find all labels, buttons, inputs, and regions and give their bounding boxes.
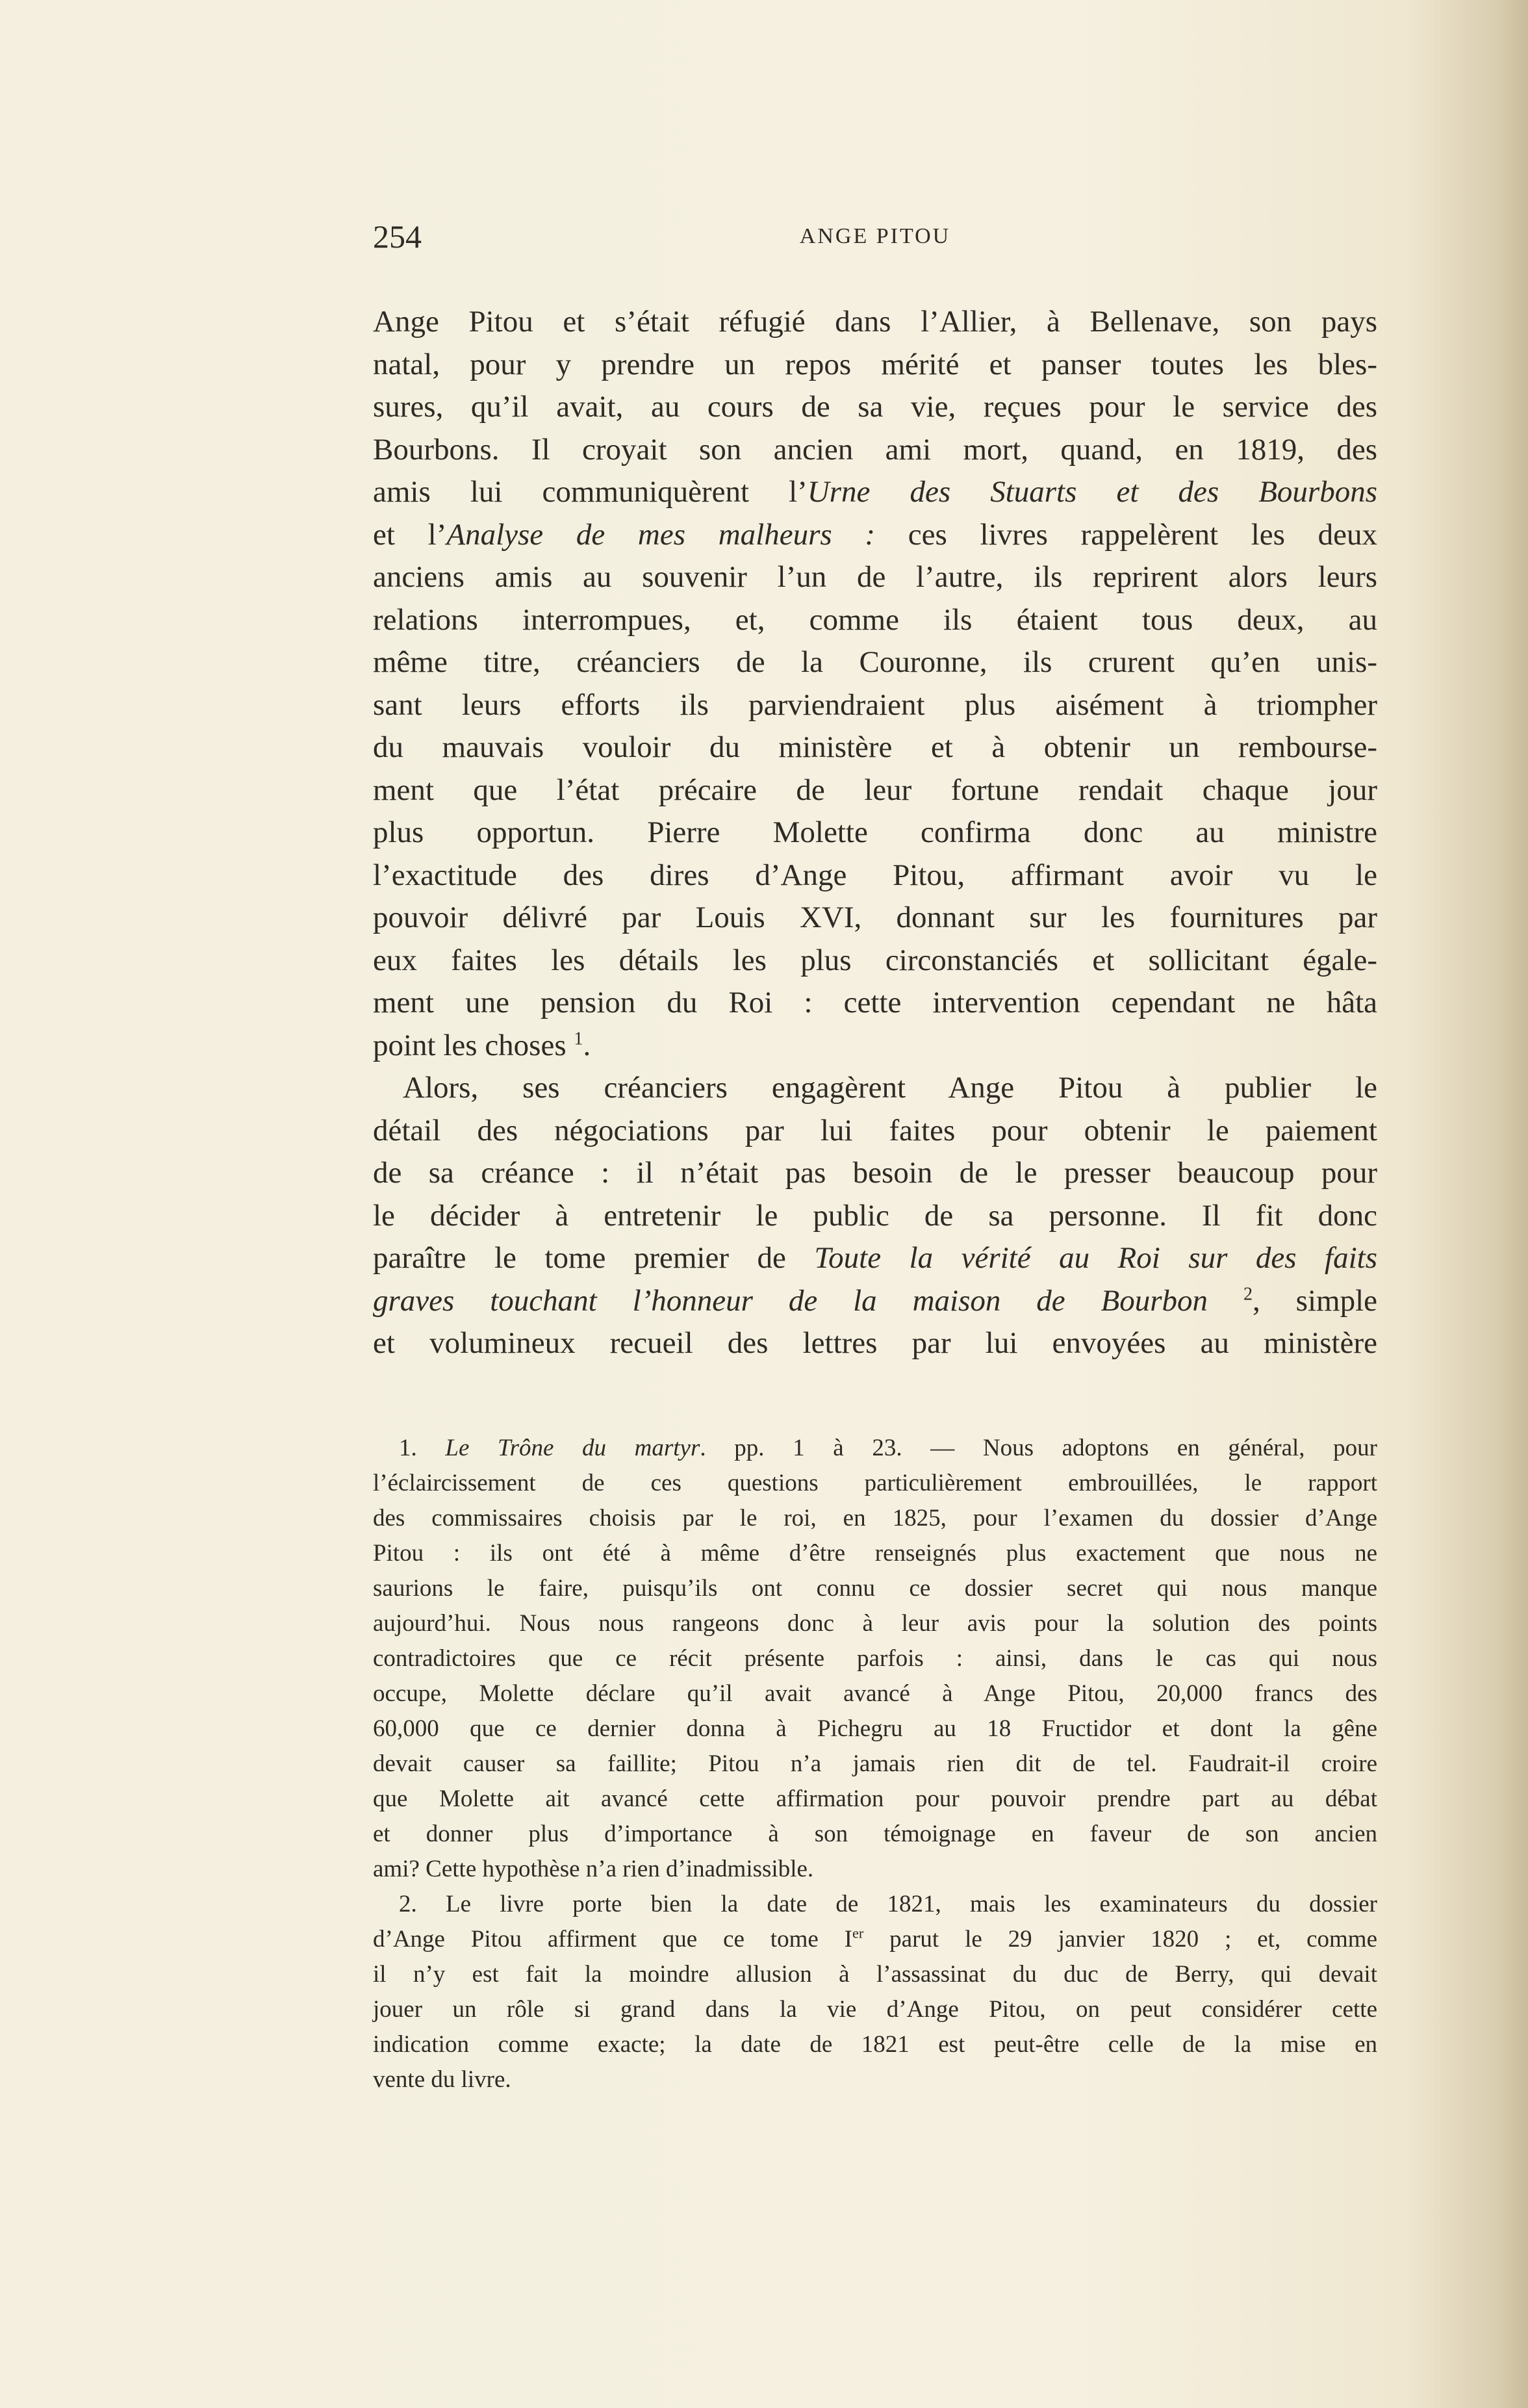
- text-segment: et volumineux recueil des lettres par lui envoyées au ministère: [373, 1326, 1377, 1360]
- text-segment: paraître le tome premier de: [373, 1241, 815, 1275]
- footnote-line: [373, 1466, 1377, 1501]
- text-segment: ment que l’état précaire de leur fortune rendait chaque jour: [373, 773, 1377, 807]
- text-segment: eux faites les détails les plus circonstanciés et sollicitant égale-: [373, 943, 1377, 977]
- text-line: [373, 471, 1377, 514]
- italic-title: Toute la vérité au Roi sur des faits: [814, 1241, 1377, 1275]
- text-segment: Alors, ses créanciers engagèrent Ange Pitou à publier le: [403, 1071, 1377, 1105]
- footnote-line: [373, 1957, 1377, 1992]
- text-line: [373, 940, 1377, 982]
- text-segment: de sa créance : il n’était pas besoin de le presser beaucoup pour: [373, 1156, 1377, 1190]
- footnote-line: [373, 2027, 1377, 2062]
- text-line: [373, 726, 1377, 769]
- text-segment: même titre, créanciers de la Couronne, ils crurent qu’en unis-: [373, 645, 1377, 679]
- text-line: [373, 514, 1377, 557]
- text-segment: jouer un rôle si grand dans la vie d’Ange Pitou, on peut considérer cette: [373, 1996, 1377, 2023]
- text-line: [373, 1280, 1377, 1323]
- footnote-line: [373, 1992, 1377, 2027]
- page-number: 254: [373, 218, 422, 255]
- text-segment: ment une pension du Roi : cette intervention cependant ne hâta: [373, 986, 1377, 1019]
- text-segment: natal, pour y prendre un repos mérité et panser toutes les bles-: [373, 347, 1377, 381]
- text-segment: ces livres rappelèrent les deux: [875, 517, 1378, 552]
- text-segment: plus opportun. Pierre Molette confirma donc au ministre: [373, 815, 1377, 849]
- text-segment: d’Ange Pitou affirment que ce tome I: [373, 1926, 853, 1953]
- text-segment: point les choses: [373, 1028, 574, 1062]
- text-line: [373, 1152, 1377, 1195]
- text-line: [373, 1322, 1377, 1365]
- footnote-line: [373, 1922, 1377, 1957]
- text-line: [373, 812, 1377, 854]
- footnote-line: [373, 1431, 1377, 1466]
- footnote-reference: 2: [1243, 1283, 1253, 1304]
- text-segment: l’éclaircissement de ces questions particulièrement embrouillées, le rapport: [373, 1470, 1377, 1496]
- text-line: [373, 429, 1377, 472]
- text-segment: contradictoires que ce récit présente parfois : ainsi, dans le cas qui nous: [373, 1645, 1377, 1672]
- text-segment: l’exactitude des dires d’Ange Pitou, affirmant avoir vu le: [373, 858, 1377, 892]
- text-segment: il n’y est fait la moindre allusion à l’assassinat du duc de Berry, qui devait: [373, 1961, 1377, 1988]
- text-line: [373, 301, 1377, 344]
- text-segment: occupe, Molette déclare qu’il avait avancé à Ange Pitou, 20,000 francs des: [373, 1680, 1377, 1707]
- text-segment: et donner plus d’importance à son témoignage en faveur de son ancien: [373, 1821, 1377, 1847]
- footnotes: [373, 1431, 1377, 2097]
- footnote-line: [373, 2062, 1377, 2097]
- footnote-line: [373, 1676, 1377, 1711]
- text-segment: .: [583, 1028, 591, 1062]
- text-segment: . pp. 1 à 23. — Nous adoptons en général, pour: [700, 1435, 1378, 1461]
- text-segment: 1.: [399, 1435, 446, 1461]
- text-segment: ami? Cette hypothèse n’a rien d’inadmissible.: [373, 1856, 814, 1882]
- footnote-reference: 1: [574, 1028, 583, 1049]
- footnote-line: [373, 1536, 1377, 1571]
- text-segment: le décider à entretenir le public de sa personne. Il fit donc: [373, 1198, 1377, 1233]
- text-segment: amis lui communiquèrent l’: [373, 475, 808, 509]
- text-line: [373, 982, 1377, 1025]
- text-segment: parut le 29 janvier 1820 ; et, comme: [863, 1926, 1377, 1953]
- italic-title: Urne des Stuarts et des Bourbons: [807, 475, 1377, 509]
- text-line: [373, 854, 1377, 897]
- text-segment: devait causer sa faillite; Pitou n’a jamais rien dit de tel. Faudrait-il croire: [373, 1750, 1377, 1777]
- italic-title: Analyse de mes malheurs :: [446, 517, 876, 552]
- text-segment: du mauvais vouloir du ministère et à obtenir un rembourse-: [373, 730, 1377, 764]
- text-segment: 60,000 que ce dernier donna à Pichegru au 18 Fructidor et dont la gêne: [373, 1715, 1377, 1742]
- text-line: [373, 769, 1377, 812]
- running-title: ANGE PITOU: [799, 224, 951, 248]
- footnote-line: [373, 1571, 1377, 1606]
- text-segment: pouvoir délivré par Louis XVI, donnant sur les fournitures par: [373, 901, 1377, 934]
- text-segment: sant leurs efforts ils parviendraient plus aisément à triompher: [373, 687, 1377, 722]
- text-line: [373, 1195, 1377, 1238]
- text-line: [373, 344, 1377, 387]
- footnote-line: [373, 1501, 1377, 1536]
- footnote-line: [373, 1747, 1377, 1782]
- text-segment: indication comme exacte; la date de 1821 est peut-être celle de la mise en: [373, 2031, 1377, 2058]
- text-line: [373, 684, 1377, 727]
- text-segment: anciens amis au souvenir l’un de l’autre, ils reprirent alors leurs: [373, 560, 1377, 594]
- text-line: [373, 641, 1377, 684]
- text-segment: Ange Pitou et s’était réfugié dans l’Allier, à Bellenave, son pays: [373, 305, 1377, 339]
- text-segment: 2. Le livre porte bien la date de 1821, mais les examinateurs du dossier: [399, 1891, 1377, 1917]
- text-line: [373, 897, 1377, 940]
- text-segment: Bourbons. Il croyait son ancien ami mort, quand, en 1819, des: [373, 432, 1377, 467]
- italic-title: Le Trône du martyr: [445, 1435, 700, 1461]
- text-segment: relations interrompues, et, comme ils étaient tous deux, au: [373, 602, 1377, 637]
- footnote-line: [373, 1887, 1377, 1922]
- text-segment: [1208, 1284, 1243, 1318]
- text-segment: sures, qu’il avait, au cours de sa vie, reçues pour le service des: [373, 390, 1377, 424]
- text-line: [373, 556, 1377, 599]
- footnote-line: [373, 1711, 1377, 1747]
- main-text: [373, 301, 1377, 1365]
- footnote-line: [373, 1817, 1377, 1852]
- text-segment: aujourd’hui. Nous nous rangeons donc à leur avis pour la solution des points: [373, 1610, 1377, 1637]
- footnote-line: [373, 1606, 1377, 1641]
- footnote-line: [373, 1782, 1377, 1817]
- text-segment: saurions le faire, puisqu’ils ont connu ce dossier secret qui nous manque: [373, 1575, 1377, 1602]
- text-segment: détail des négociations par lui faites pour obtenir le paiement: [373, 1113, 1377, 1147]
- italic-title: graves touchant l’honneur de la maison de Bourbon: [373, 1283, 1208, 1318]
- text-line: [373, 386, 1377, 429]
- footnote-reference: er: [852, 1925, 864, 1941]
- text-line: [373, 1110, 1377, 1153]
- text-line: [373, 1025, 1377, 1068]
- text-segment: vente du livre.: [373, 2066, 511, 2093]
- text-segment: et l’: [373, 517, 447, 552]
- text-line: [373, 1067, 1377, 1110]
- text-segment: Pitou : ils ont été à même d’être renseignés plus exactement que nous ne: [373, 1540, 1377, 1567]
- text-segment: des commissaires choisis par le roi, en 1825, pour l’examen du dossier d’Ange: [373, 1505, 1377, 1531]
- text-line: [373, 1237, 1377, 1280]
- text-segment: que Molette ait avancé cette affirmation pour pouvoir prendre part au débat: [373, 1786, 1377, 1812]
- footnote-line: [373, 1852, 1377, 1887]
- text-line: [373, 599, 1377, 642]
- text-segment: , simple: [1253, 1283, 1378, 1318]
- running-header: [373, 218, 1377, 263]
- footnote-line: [373, 1641, 1377, 1676]
